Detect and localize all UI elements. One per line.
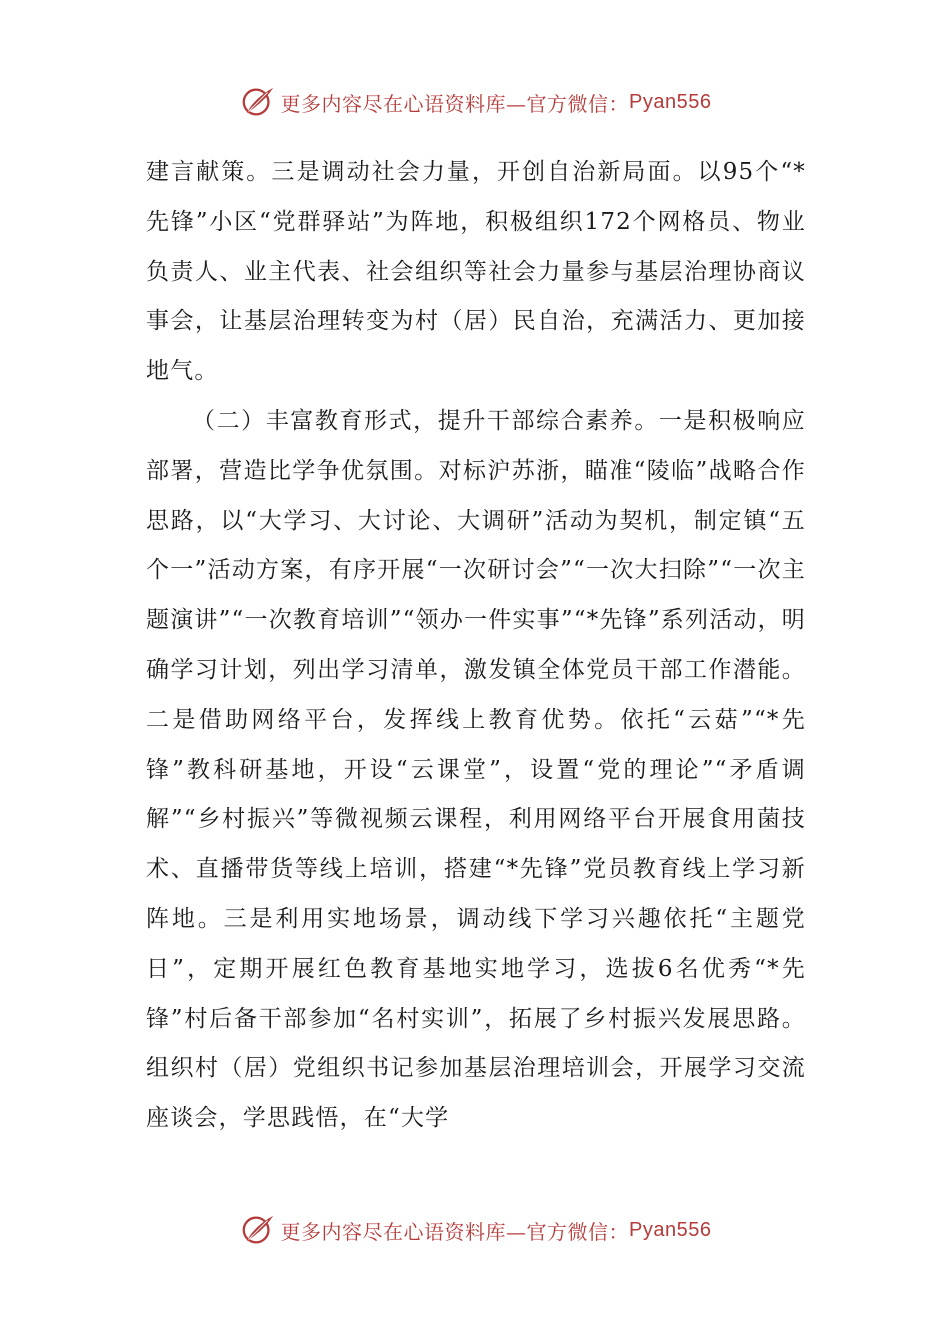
header-watermark-text: 更多内容尽在心语资料库—官方微信： — [280, 91, 630, 116]
feather-pen-logo-icon — [239, 1212, 277, 1248]
feather-pen-logo-icon — [239, 84, 277, 120]
footer-watermark-text: 更多内容尽在心语资料库—官方微信： — [280, 1219, 630, 1244]
footer-wechat-id: Pyan556 — [629, 1218, 712, 1241]
paragraph-section-two: （二）丰富教育形式，提升干部综合素养。一是积极响应部署，营造比学争优氛围。对标沪苏浙，瞄准“陵临”战略合作思路，以“大学习、大讨论、大调研”活动为契机，制定镇“五个一”活动方案，有序开展“一次研讨会”“一次大扫除”“一次主题演讲”“一次教育培训”“领办一件实事”“*先锋”系列活动，明确学习计划，列出学习清单，激发镇全体党员干部工作潜能。二是借助网络平台，发挥线上教育优势。依托“云菇”“*先锋”教科研基地，开设“云课堂”，设置“党的理论”“矛盾调解”“乡村振兴”等微视频云课程，利用网络平台开展食用菌技术、直播带货等线上培训，搭建“*先锋”党员教育线上学习新阵地。三是利用实地场景，调动线下学习兴趣依托“主题党日”，定期开展红色教育基地实地学习，选拔6名优秀“*先锋”村后备干部参加“名村实训”，拓展了乡村振兴发展思路。组织村（居）党组织书记参加基层治理培训会，开展学习交流座谈会，学思践悟，在“大学 — [146, 407, 807, 1132]
paragraph-continuation: 建言献策。三是调动社会力量，开创自治新局面。以95个“*先锋”小区“党群驿站”为阵地，积极组织172个网格员、物业负责人、业主代表、社会组织等社会力量参与基层治理协商议事会，让基层治理转变为村（居）民自治，充满活力、更加接地气。 — [146, 159, 806, 385]
footer-watermark — [0, 1210, 950, 1250]
header-watermark — [0, 82, 950, 122]
document-body — [146, 148, 806, 1144]
header-wechat-id: Pyan556 — [629, 90, 712, 113]
